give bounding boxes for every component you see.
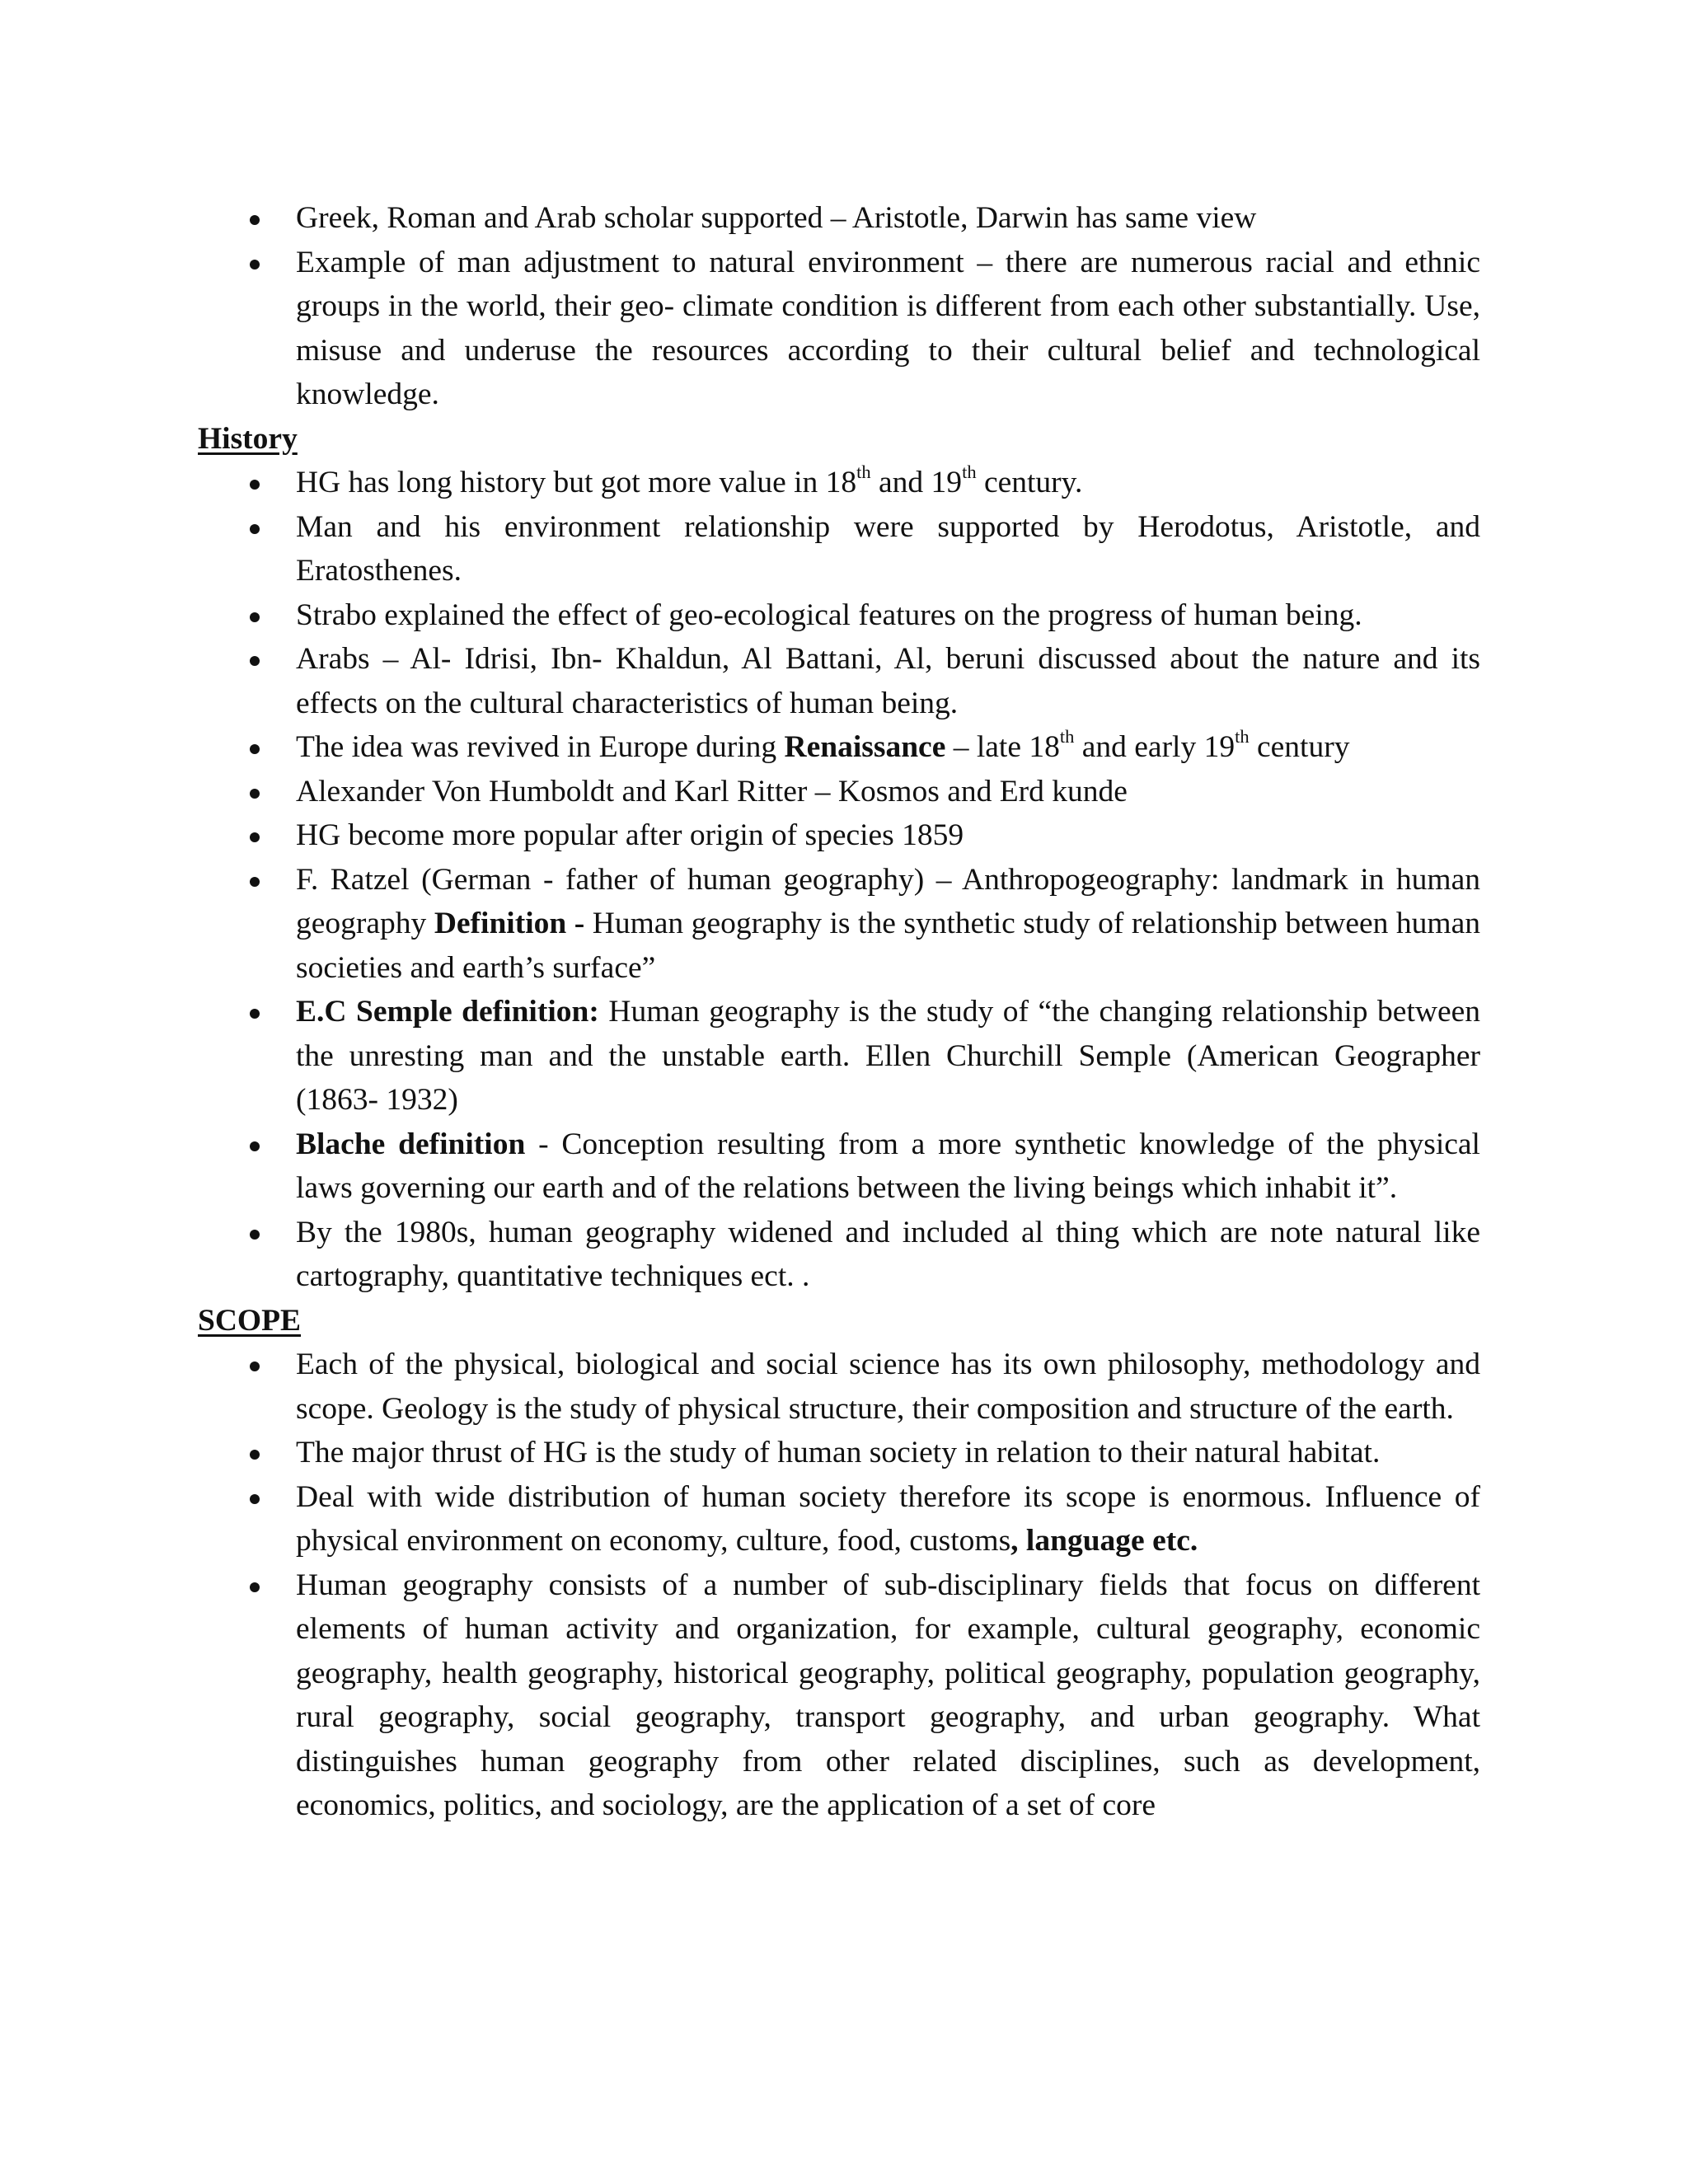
- bullet-icon: [250, 1141, 260, 1151]
- list-item-text: Example of man adjustment to natural environment – there are numerous racial and ethnic groups in the world, their geo- climate condition is different from each other substantially. Use, misuse and underuse the resources according to their cultural belief and technological knowledge.: [296, 245, 1480, 411]
- superscript: th: [1059, 726, 1075, 748]
- superscript: th: [962, 462, 977, 483]
- history-text: Human geography is the synthetic study of relationship between human societies and earth’s surface”: [296, 907, 1480, 985]
- list-item: [198, 593, 1480, 638]
- bullet-icon: [250, 832, 260, 842]
- bullet-icon: [250, 789, 260, 799]
- list-item: [198, 770, 1480, 814]
- history-text: By the 1980s, human geography widened and included al thing which are note natural like cartography, quantitative techniques ect. .: [296, 1215, 1480, 1293]
- list-item-text: Greek, Roman and Arab scholar supported – Aristotle, Darwin has same view: [296, 201, 1257, 235]
- history-text: – late 18: [945, 730, 1060, 764]
- bold-term: Renaissance: [784, 730, 946, 764]
- superscript: th: [856, 462, 871, 483]
- bullet-icon: [250, 1009, 260, 1019]
- bullet-icon: [250, 612, 260, 622]
- bullet-icon: [250, 480, 260, 490]
- list-item: [198, 637, 1480, 725]
- superscript: th: [1235, 726, 1250, 748]
- intro-list: [198, 196, 1480, 417]
- list-item: [198, 461, 1480, 505]
- bullet-icon: [250, 260, 260, 269]
- scope-text: The major thrust of HG is the study of human society in relation to their natural habitat.: [296, 1436, 1381, 1469]
- bold-term: , language etc.: [1010, 1524, 1198, 1558]
- bullet-icon: [250, 744, 260, 754]
- list-item: [198, 1475, 1480, 1563]
- bullet-icon: [250, 1494, 260, 1504]
- history-text: and early 19: [1074, 730, 1236, 764]
- list-item: [198, 725, 1480, 770]
- history-text: Arabs – Al- Idrisi, Ibn- Khaldun, Al Battani, Al, beruni discussed about the nature and its effects on the cultural characteristics of human being.: [296, 642, 1480, 720]
- list-item: [198, 1343, 1480, 1431]
- bullet-icon: [250, 1582, 260, 1592]
- history-text: Human geography is the study of “the changing relationship between the unresting man and the unstable earth. Ellen Churchill Semple (American Geographer (1863- 1932): [296, 995, 1480, 1117]
- scope-text: Human geography consists of a number of sub-disciplinary fields that focus on different elements of human activity and organization, for example, cultural geography, economic geography, health geography, historical geography, political geography, population geography, rural geography, social geography, transport geography, and urban geography. What distinguishes human geography from other related disciplines, such as development, economics, politics, and sociology, are the application of a set of core: [296, 1568, 1480, 1822]
- bullet-icon: [250, 215, 260, 225]
- history-text: Alexander Von Humboldt and Karl Ritter – Kosmos and Erd kunde: [296, 774, 1128, 808]
- bullet-icon: [250, 1450, 260, 1460]
- bullet-icon: [250, 1361, 260, 1371]
- bullet-icon: [250, 656, 260, 666]
- history-text: The idea was revived in Europe during: [296, 730, 785, 764]
- bullet-icon: [250, 877, 260, 887]
- list-item: [198, 813, 1480, 858]
- list-item: [198, 505, 1480, 593]
- history-text: Man and his environment relationship were supported by Herodotus, Aristotle, and Eratosthenes.: [296, 509, 1480, 588]
- history-text: HG become more popular after origin of species 1859: [296, 818, 964, 852]
- list-item: [198, 858, 1480, 991]
- scope-text: Each of the physical, biological and social science has its own philosophy, methodology and scope. Geology is the study of physical structure, their composition and structure of the earth.: [296, 1347, 1480, 1426]
- list-item: [198, 196, 1480, 241]
- scope-list: [198, 1343, 1480, 1828]
- list-item: [198, 1211, 1480, 1299]
- list-item: [198, 1431, 1480, 1475]
- history-text: Strabo explained the effect of geo-ecological features on the progress of human being.: [296, 598, 1362, 632]
- history-text: and 19: [870, 466, 963, 499]
- scope-text: Deal with wide distribution of human society therefore its scope is enormous. Influence of physical environment on economy, culture, food, customs: [296, 1479, 1480, 1558]
- scope-heading: SCOPE: [198, 1303, 302, 1338]
- history-text: F. Ratzel (German - father of human geography) – Anthropogeography: landmark in human geography: [296, 862, 1480, 940]
- history-text: - Conception resulting from a more synthetic knowledge of the physical laws governing our earth and of the relations between the living beings which inhabit it”.: [296, 1127, 1480, 1205]
- list-item: [198, 1563, 1480, 1828]
- history-text: century.: [976, 466, 1083, 499]
- list-item: [198, 241, 1480, 417]
- bold-term: Definition -: [434, 907, 585, 940]
- list-item: [198, 990, 1480, 1122]
- history-list: [198, 461, 1480, 1299]
- history-text: HG has long history but got more value in 18: [296, 466, 857, 499]
- history-text: century: [1249, 730, 1350, 764]
- history-heading: History: [198, 421, 298, 456]
- list-item: [198, 1122, 1480, 1211]
- bold-term: Blache definition: [296, 1127, 526, 1161]
- page-content: [198, 196, 1480, 1828]
- bullet-icon: [250, 1230, 260, 1240]
- bold-term: E.C Semple definition:: [296, 995, 599, 1029]
- bullet-icon: [250, 524, 260, 534]
